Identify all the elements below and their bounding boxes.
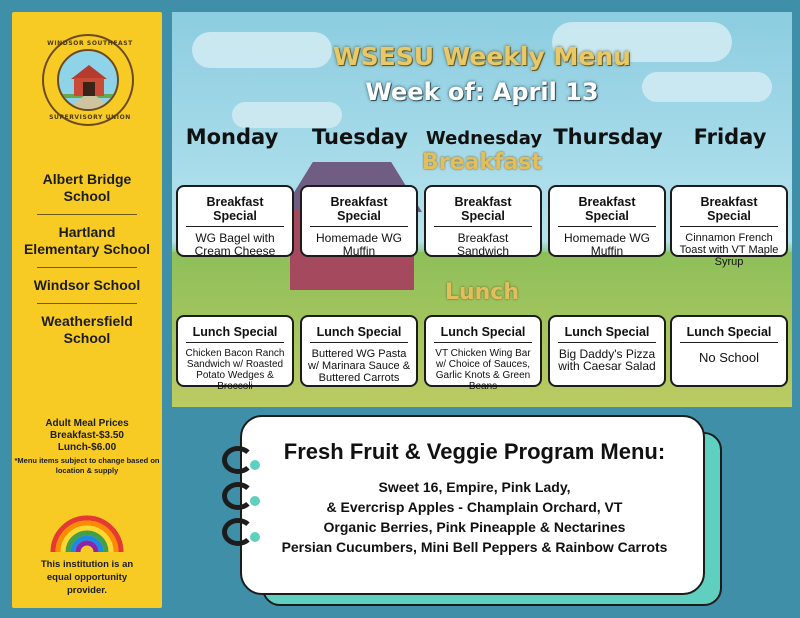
card-heading: Breakfast Special (558, 195, 656, 227)
spiral-binding-icon (250, 496, 260, 506)
school-name: Hartland Elementary School (23, 224, 151, 257)
breakfast-card (670, 185, 788, 268)
wsesu-logo (42, 34, 134, 126)
week-label: Week of: April 13 (365, 78, 599, 106)
school-name: Windsor School (33, 277, 141, 293)
lunch-card (548, 315, 666, 387)
card-item: Buttered WG Pasta w/ Marinara Sauce & Buttered Carrots (307, 348, 411, 384)
card-item: WG Bagel with Cream Cheese (194, 231, 276, 258)
breakfast-price: Breakfast-$3.50 (50, 430, 124, 441)
covered-bridge-icon (57, 49, 119, 111)
card-heading: Breakfast Special (680, 195, 778, 227)
fruit-program-line: Persian Cucumbers, Mini Bell Peppers & Rainbow Carrots (281, 539, 668, 555)
card-heading: Lunch Special (680, 325, 778, 343)
breakfast-card (176, 185, 294, 257)
prices-title: Adult Meal Prices (45, 418, 129, 429)
lunch-section-label: Lunch (444, 280, 520, 305)
logo-text-bottom: SUPERVISORY UNION (49, 114, 131, 121)
divider (37, 303, 137, 304)
weekly-menu-board (172, 12, 792, 407)
card-heading: Lunch Special (558, 325, 656, 343)
equal-opportunity-statement: This institution is an equal opportunity provider. (40, 559, 134, 596)
card-heading: Lunch Special (434, 325, 532, 343)
day-heading: Friday (693, 125, 767, 149)
spiral-binding-icon (222, 446, 254, 474)
lunch-card (670, 315, 788, 387)
day-heading: Monday (185, 125, 279, 149)
menu-title: WSESU Weekly Menu (333, 42, 631, 71)
lunch-price: Lunch-$6.00 (57, 442, 117, 453)
card-item: Homemade WG Muffin (563, 231, 651, 258)
fruit-program-title: Fresh Fruit & Veggie Program Menu: (283, 439, 666, 464)
day-heading: Thursday (553, 125, 663, 149)
fruit-program-line: Sweet 16, Empire, Pink Lady, (378, 479, 571, 495)
breakfast-card (548, 185, 666, 257)
school-name: Weathersfield School (41, 313, 133, 346)
rainbow-icon (47, 512, 127, 552)
card-heading: Breakfast Special (434, 195, 532, 227)
lunch-card (424, 315, 542, 392)
menu-note: *Menu items subject to change based on location & supply (14, 456, 160, 475)
card-item: Big Daddy's Pizza with Caesar Salad (558, 347, 656, 373)
spiral-binding-icon (250, 460, 260, 470)
fruit-program-line: & Evercrisp Apples - Champlain Orchard, VT (326, 499, 623, 515)
spiral-binding-icon (222, 482, 254, 510)
spiral-binding-icon (250, 532, 260, 542)
card-heading: Lunch Special (310, 325, 408, 343)
adult-meal-prices (12, 418, 162, 476)
sidebar (12, 12, 162, 608)
school-name: Albert Bridge School (42, 171, 132, 204)
card-heading: Breakfast Special (186, 195, 284, 227)
divider (37, 267, 137, 268)
fruit-program-line: Organic Berries, Pink Pineapple & Nectarines (323, 519, 626, 535)
card-item: No School (699, 350, 759, 365)
fruit-veggie-panel (240, 415, 705, 595)
day-heading: Tuesday (312, 125, 408, 149)
breakfast-section-label: Breakfast (421, 150, 543, 175)
card-item: Cinnamon French Toast with VT Maple Syrup (679, 232, 779, 268)
card-heading: Breakfast Special (310, 195, 408, 227)
spiral-binding-icon (222, 518, 254, 546)
card-item: Chicken Bacon Ranch Sandwich w/ Roasted Potato Wedges & Broccoli (185, 348, 285, 392)
card-item: Homemade WG Muffin (315, 231, 403, 258)
breakfast-card (424, 185, 542, 257)
school-list (12, 167, 162, 351)
lunch-card (176, 315, 294, 392)
lunch-card (300, 315, 418, 387)
card-item: Breakfast Sandwich (456, 231, 510, 258)
card-item: VT Chicken Wing Bar w/ Choice of Sauces, Garlic Knots & Green Beans (435, 348, 531, 392)
divider (37, 214, 137, 215)
breakfast-card (300, 185, 418, 257)
logo-text-top: WINDSOR SOUTHEAST (47, 40, 133, 47)
day-heading: Wednesday (425, 128, 543, 149)
card-heading: Lunch Special (186, 325, 284, 343)
